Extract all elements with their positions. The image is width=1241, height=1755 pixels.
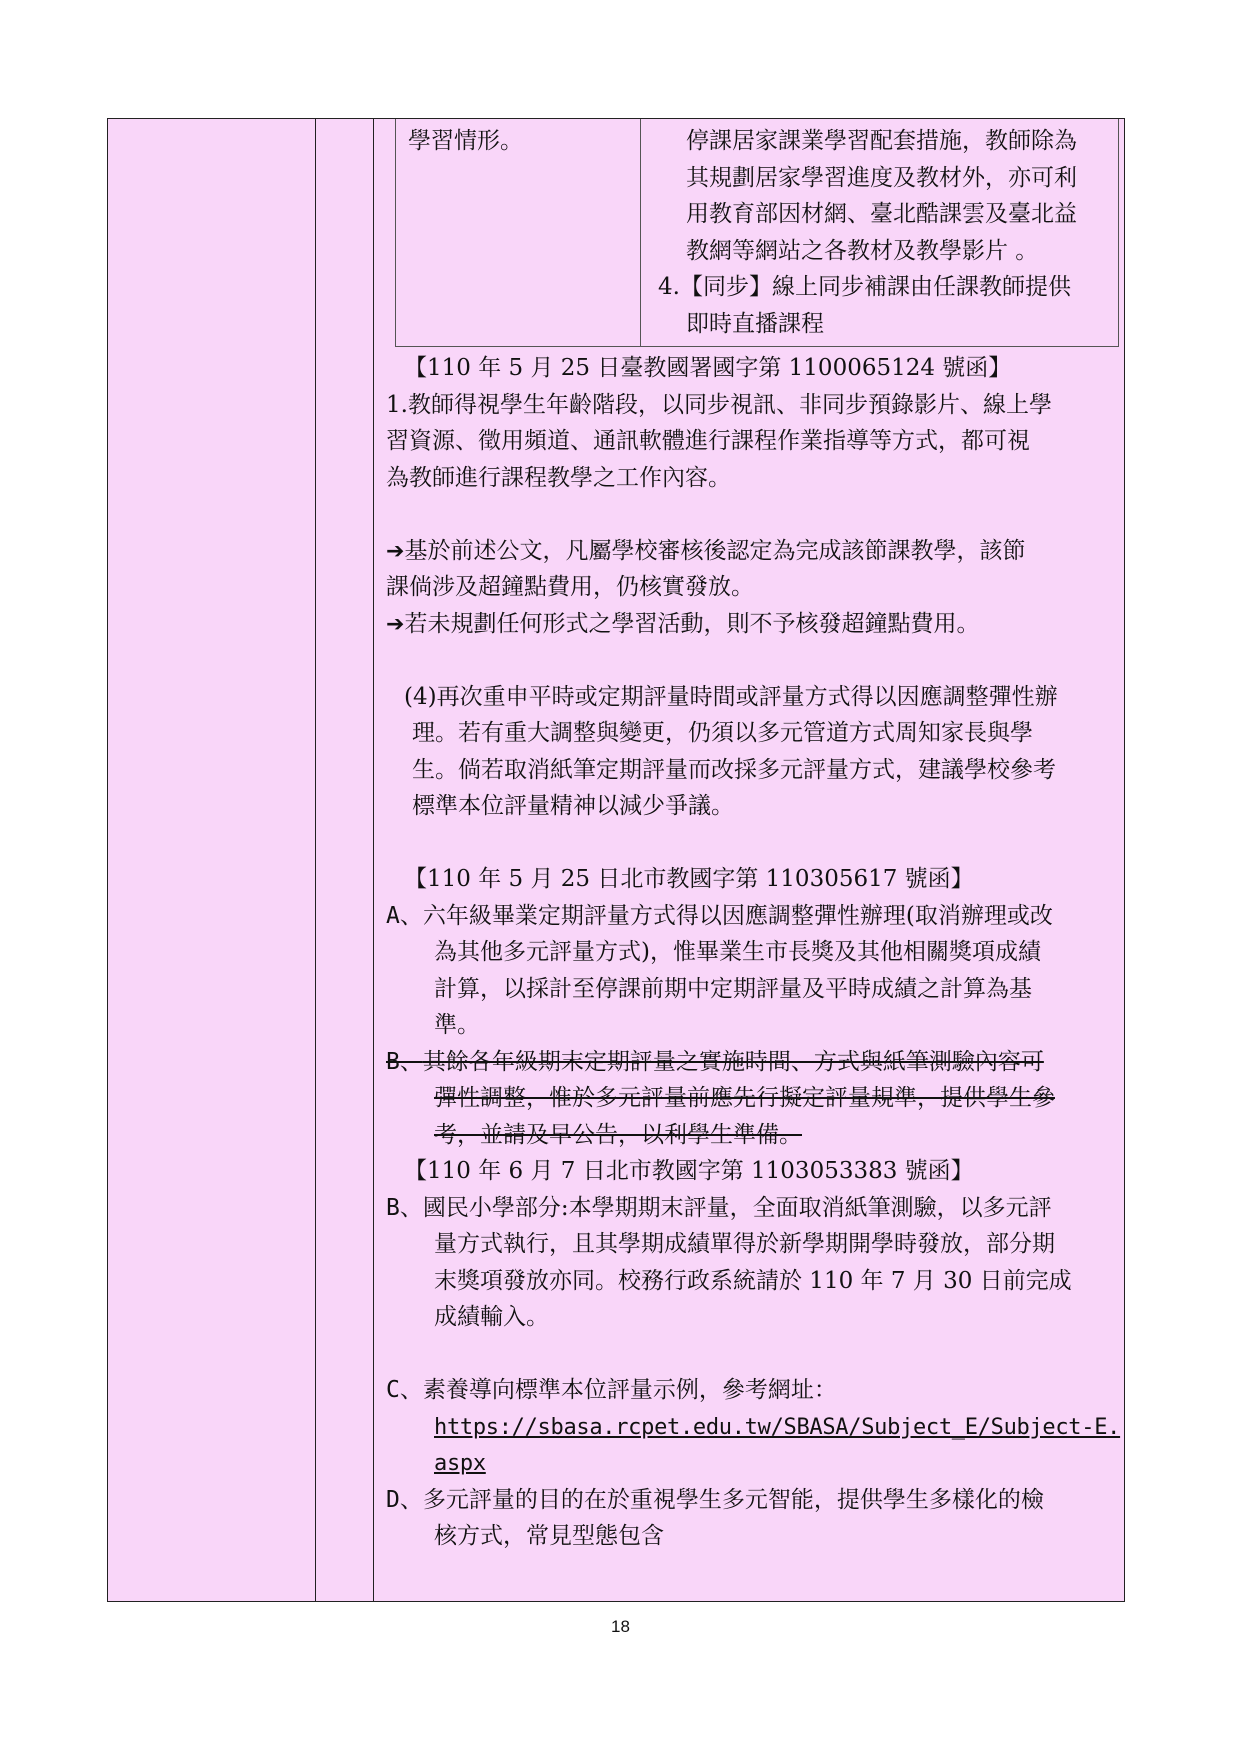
list-item-C <box>386 1372 1111 1409</box>
arrow-note-text: 若未規劃任何形式之學習活動，則不予核發超鐘點費用。 <box>404 610 980 637</box>
list-item-D <box>386 1482 1111 1519</box>
paragraph-line: 標準本位評量精神以減少爭議。 <box>412 793 734 819</box>
paragraph-line: 量方式執行，且其學期成績單得於新學期開學時發放，部分期 <box>434 1231 1055 1257</box>
right-cell-line: 用教育部因材網、臺北酷課雲及臺北益 <box>686 201 1077 227</box>
list-text: 素養導向標準本位評量示例，參考網址： <box>422 1377 837 1403</box>
inner-left-cell <box>408 123 523 160</box>
right-cell-line: 其規劃居家學習進度及教材外，亦可利 <box>686 164 1077 191</box>
inner-left-text: 學習情形。 <box>408 128 523 154</box>
paragraph-line: (4)再次重申平時或定期評量時間或評量方式得以因應調整彈性辦 <box>404 683 1058 710</box>
paragraph-line: 末獎項發放亦同。校務行政系統請於 110 年 7 月 30 日前完成 <box>434 1267 1072 1294</box>
list-text: 其餘各年級期末定期評量之實施時間、方式與紙筆測驗內容可 <box>422 1048 1044 1075</box>
paragraph-line: 課倘涉及超鐘點費用，仍核實發放。 <box>386 574 754 600</box>
list-label: D、 <box>386 1486 423 1513</box>
right-cell-line: 教網等網站之各教材及教學影片 。 <box>686 237 1039 264</box>
struck-line: 彈性調整，惟於多元評量前應先行擬定評量規準，提供學生參 <box>434 1085 1055 1111</box>
list-label: B、 <box>386 1048 423 1075</box>
list-text: 六年級畢業定期評量方式得以因應調整彈性辦理(取消辦理或改 <box>422 902 1053 929</box>
paragraph-line: 計算，以採計至停課前期中定期評量及平時成績之計算為基 <box>434 975 1032 1002</box>
sync-item-line: 4.【同步】線上同步補課由任課教師提供 <box>658 274 1071 300</box>
paragraph-line: 理。若有重大調整與變更，仍須以多元管道方式周知家長與學 <box>412 720 1033 746</box>
notice-reference: 【110 年 5 月 25 日北市教國字第 110305617 號函】 <box>404 866 974 892</box>
list-text: 多元評量的目的在於重視學生多元智能，提供學生多樣化的檢 <box>422 1486 1044 1513</box>
paragraph-line: 1.教師得視學生年齡階段，以同步視訊、非同步預錄影片、線上學 <box>386 391 1052 418</box>
reference-link[interactable]: aspx <box>434 1451 486 1476</box>
paragraph-line: 核方式，常見型態包含 <box>434 1523 664 1549</box>
arrow-note <box>386 533 1111 570</box>
list-text: 國民小學部分:本學期期末評量，全面取消紙筆測驗，以多元評 <box>422 1194 1052 1221</box>
struck-line: 考，並請及早公告，以利學生準備。 <box>434 1121 802 1148</box>
paragraph-line: 習資源、徵用頻道、通訊軟體進行課程作業指導等方式，都可視 <box>386 428 1030 454</box>
sync-item-line: 即時直播課程 <box>686 310 824 337</box>
right-cell-line: 停課居家課業學習配套措施，教師除為 <box>686 128 1077 154</box>
column-divider-1 <box>315 119 316 1601</box>
reference-link[interactable]: https://sbasa.rcpet.edu.tw/SBASA/Subject_E/Subject-E. <box>434 1414 1121 1440</box>
inner-right-cell <box>658 123 1077 342</box>
list-label: A、 <box>386 902 423 929</box>
paragraph-line: 生。倘若取消紙筆定期評量而改採多元評量方式，建議學校參考 <box>412 756 1056 783</box>
arrow-right-icon: ➔ <box>386 611 405 637</box>
list-item-B <box>386 1190 1111 1227</box>
column-divider-2 <box>373 119 374 1601</box>
list-label: B、 <box>386 1194 423 1221</box>
arrow-note <box>386 606 1111 643</box>
paragraph-line: 為其他多元評量方式)，惟畢業生市長獎及其他相關獎項成績 <box>434 939 1041 965</box>
page-number: 18 <box>611 1617 630 1636</box>
list-item-A <box>386 898 1111 935</box>
main-body-text <box>386 350 1121 1555</box>
inner-table-divider <box>640 119 641 346</box>
paragraph-line: 準。 <box>434 1012 480 1038</box>
struck-list-item-B <box>386 1044 1111 1081</box>
notice-reference: 【110 年 6 月 7 日北市教國字第 1103053383 號函】 <box>404 1158 974 1184</box>
content-table <box>107 118 1125 1602</box>
arrow-note-text: 基於前述公文，凡屬學校審核後認定為完成該節課教學，該節 <box>404 537 1026 564</box>
paragraph-line: 為教師進行課程教學之工作內容。 <box>386 464 731 491</box>
notice-reference: 【110 年 5 月 25 日臺教國署國字第 1100065124 號函】 <box>404 355 1012 381</box>
list-label: C、 <box>386 1377 423 1403</box>
arrow-right-icon: ➔ <box>386 538 405 564</box>
paragraph-line: 成績輸入。 <box>434 1304 549 1330</box>
